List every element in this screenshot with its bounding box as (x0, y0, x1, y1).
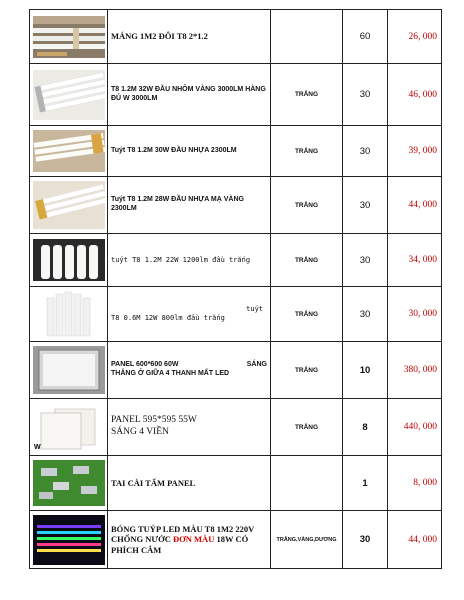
table-row (30, 287, 442, 342)
product-name-highlight: ĐƠN MÀU (173, 534, 215, 545)
product-color: TRẮNG (271, 64, 343, 126)
product-name-line2: T8 0.6M 12W 800lm đầu trắng (111, 314, 225, 322)
product-image-cell (30, 456, 108, 511)
panel-clips-photo (33, 460, 105, 506)
product-price: 44, 000 (388, 511, 442, 569)
product-color: TRẮNG (271, 399, 343, 456)
color-tubes-photo (33, 515, 105, 565)
product-image-cell (30, 342, 108, 399)
tube-bundle-photo (33, 70, 105, 120)
product-name-line1: tuýt (246, 305, 263, 314)
product-color: TRẮNG (271, 342, 343, 399)
product-image-cell (30, 126, 108, 177)
product-name (108, 342, 271, 399)
price-table (29, 9, 442, 569)
table-row (30, 234, 442, 287)
product-name (108, 511, 271, 569)
product-quantity: 30 (343, 287, 388, 342)
product-price: 440, 000 (388, 399, 442, 456)
product-quantity: 60 (343, 10, 388, 64)
table-row (30, 511, 442, 569)
product-name (108, 399, 271, 456)
tube-bundle-photo (33, 181, 105, 229)
product-name: tuýt T8 1.2M 22W 1200lm đầu trắng (108, 234, 271, 287)
product-quantity: 1 (343, 456, 388, 511)
product-color: TRẮNG,VÀNG,DƯƠNG (271, 511, 343, 569)
short-tubes-photo (33, 290, 105, 338)
product-name-line1 (111, 361, 267, 370)
product-image-cell (30, 287, 108, 342)
product-name-part1: BÓNG TUÝP LED MÀU T8 1M2 220V CHỐNG NƯỚC (111, 523, 255, 545)
product-price: 46, 000 (388, 64, 442, 126)
product-quantity: 30 (343, 126, 388, 177)
product-color (271, 456, 343, 511)
product-price: 26, 000 (388, 10, 442, 64)
table-row (30, 10, 442, 64)
product-image-cell (30, 10, 108, 64)
product-image-cell (30, 511, 108, 569)
table-row (30, 177, 442, 234)
edge-lit-panel-photo (33, 403, 105, 451)
product-quantity: 10 (343, 342, 388, 399)
product-price: 380, 000 (388, 342, 442, 399)
product-name (108, 287, 271, 342)
tube-bundle-photo (33, 130, 105, 172)
double-tube-fixture-photo (33, 16, 105, 58)
product-image-cell (30, 177, 108, 234)
product-image-cell (30, 399, 108, 456)
product-price: 34, 000 (388, 234, 442, 287)
product-quantity: 30 (343, 511, 388, 569)
product-color: TRẮNG (271, 287, 343, 342)
product-name: Tuýt T8 1.2M 30W ĐẦU NHỰA 2300LM (108, 126, 271, 177)
product-price: 39, 000 (388, 126, 442, 177)
product-name-line1: PANEL 595*595 55W (111, 415, 197, 426)
product-price: 30, 000 (388, 287, 442, 342)
product-color: TRẮNG (271, 126, 343, 177)
table-row (30, 399, 442, 456)
product-name: TAI CÀI TẤM PANEL (108, 456, 271, 511)
product-quantity: 8 (343, 399, 388, 456)
product-color (271, 10, 343, 64)
table-row (30, 126, 442, 177)
product-price: 8, 000 (388, 456, 442, 511)
product-name-line2: SÁNG 4 VIỀN (111, 427, 169, 437)
product-image-cell (30, 64, 108, 126)
product-image-cell (30, 234, 108, 287)
square-panel-photo (33, 346, 105, 394)
product-color: TRẮNG (271, 177, 343, 234)
product-quantity: 30 (343, 177, 388, 234)
product-name-left: PANEL 600*600 60W (111, 361, 179, 369)
product-name: Tuýt T8 1.2M 28W ĐẦU NHỰA MẠ VÀNG 2300LM (108, 177, 271, 234)
panel-watt-label: W (33, 444, 41, 451)
product-price: 44, 000 (388, 177, 442, 234)
table-row (30, 64, 442, 126)
product-name-line2: THẲNG Ở GIỮA 4 THANH MẤT LED (111, 370, 230, 377)
product-name-right: SÁNG (246, 361, 267, 369)
table-row (30, 342, 442, 399)
tube-ends-photo (33, 239, 105, 281)
product-quantity: 30 (343, 234, 388, 287)
product-quantity: 30 (343, 64, 388, 126)
product-name: MÁNG 1M2 ĐÔI T8 2*1.2 (108, 10, 271, 64)
product-name-part2: 18W CÓ PHÍCH CẮM (111, 534, 249, 555)
product-color: TRẮNG (271, 234, 343, 287)
product-name: T8 1.2M 32W ĐẦU NHÔM VÀNG 3000LM HÀNG ĐỦ W 3000LM (108, 64, 271, 126)
table-row (30, 456, 442, 511)
